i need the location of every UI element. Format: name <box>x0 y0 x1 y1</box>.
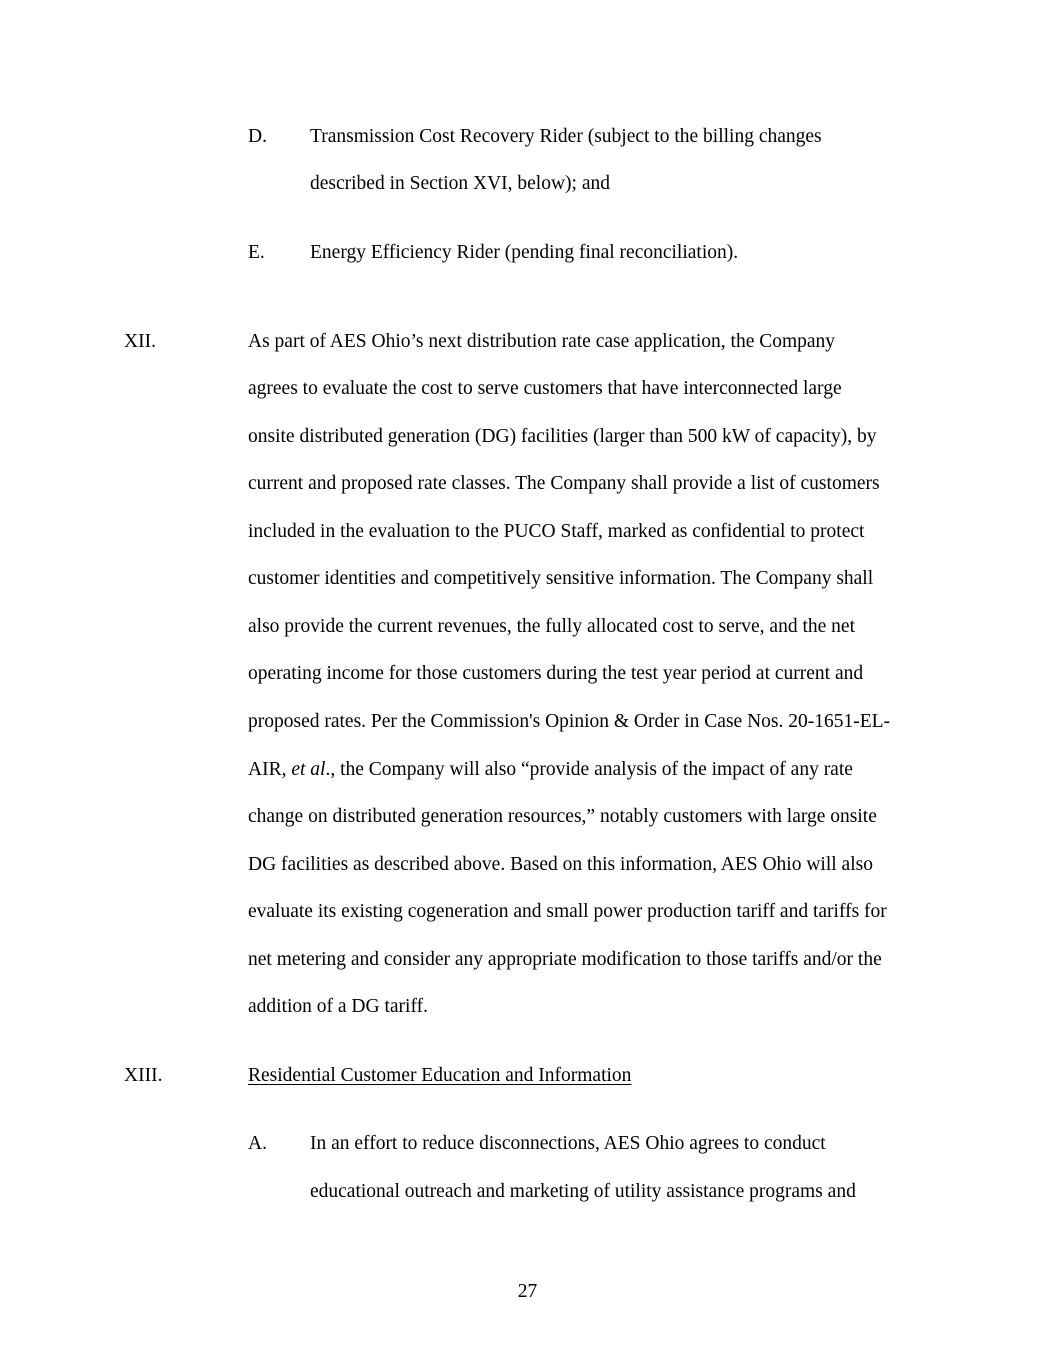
section-xii-line-12: DG facilities as described above. Based on this information, AES Ohio will also <box>248 854 873 875</box>
section-xii-line-2: agrees to evaluate the cost to serve customers that have interconnected large <box>248 378 842 399</box>
item-d-label: D. <box>248 126 267 147</box>
section-xiii-number: XIII. <box>124 1065 163 1086</box>
section-xii-line-13: evaluate its existing cogeneration and small power production tariff and tariffs for <box>248 901 887 922</box>
section-xii-line-8: operating income for those customers during the test year period at current and <box>248 663 864 684</box>
item-d-text-line-1: Transmission Cost Recovery Rider (subject to the billing changes <box>310 126 822 147</box>
section-xii-line-7: also provide the current revenues, the fully allocated cost to serve, and the net <box>248 616 855 637</box>
et-al-italic: et al <box>291 759 326 780</box>
section-xii-line-11: change on distributed generation resources,” notably customers with large onsite <box>248 806 877 827</box>
section-xii-number: XII. <box>124 331 156 352</box>
section-xii-line-14: net metering and consider any appropriate modification to those tariffs and/or the <box>248 949 882 970</box>
section-xii-line-9: proposed rates. Per the Commission's Opinion & Order in Case Nos. 20-1651-EL- <box>248 711 891 732</box>
item-d-text-line-2: described in Section XVI, below); and <box>310 173 611 194</box>
section-xii-line-3: onsite distributed generation (DG) facilities (larger than 500 kW of capacity), by <box>248 426 877 447</box>
item-a-text-line-2: educational outreach and marketing of utility assistance programs and <box>310 1181 856 1202</box>
section-xii-line-4: current and proposed rate classes. The Company shall provide a list of customers <box>248 473 880 494</box>
page-number: 27 <box>517 1281 538 1302</box>
item-e-label: E. <box>248 242 265 263</box>
section-xii-line-5: included in the evaluation to the PUCO Staff, marked as confidential to protect <box>248 521 865 542</box>
section-xii-line-15: addition of a DG tariff. <box>248 996 428 1017</box>
section-xii-line-10-after: ., the Company will also “provide analysis of the impact of any rate <box>325 759 853 780</box>
section-xiii-heading: Residential Customer Education and Information <box>248 1065 632 1086</box>
section-xii-line-10 <box>248 758 853 782</box>
item-a-label: A. <box>248 1133 267 1154</box>
section-xii-line-6: customer identities and competitively sensitive information. The Company shall <box>248 568 874 589</box>
section-xii-line-1: As part of AES Ohio’s next distribution rate case application, the Company <box>248 331 836 352</box>
section-xii-line-10-before: AIR, <box>248 759 292 780</box>
item-a-text-line-1: In an effort to reduce disconnections, AES Ohio agrees to conduct <box>310 1133 826 1154</box>
item-e-text-line-1: Energy Efficiency Rider (pending final reconciliation). <box>310 242 739 263</box>
